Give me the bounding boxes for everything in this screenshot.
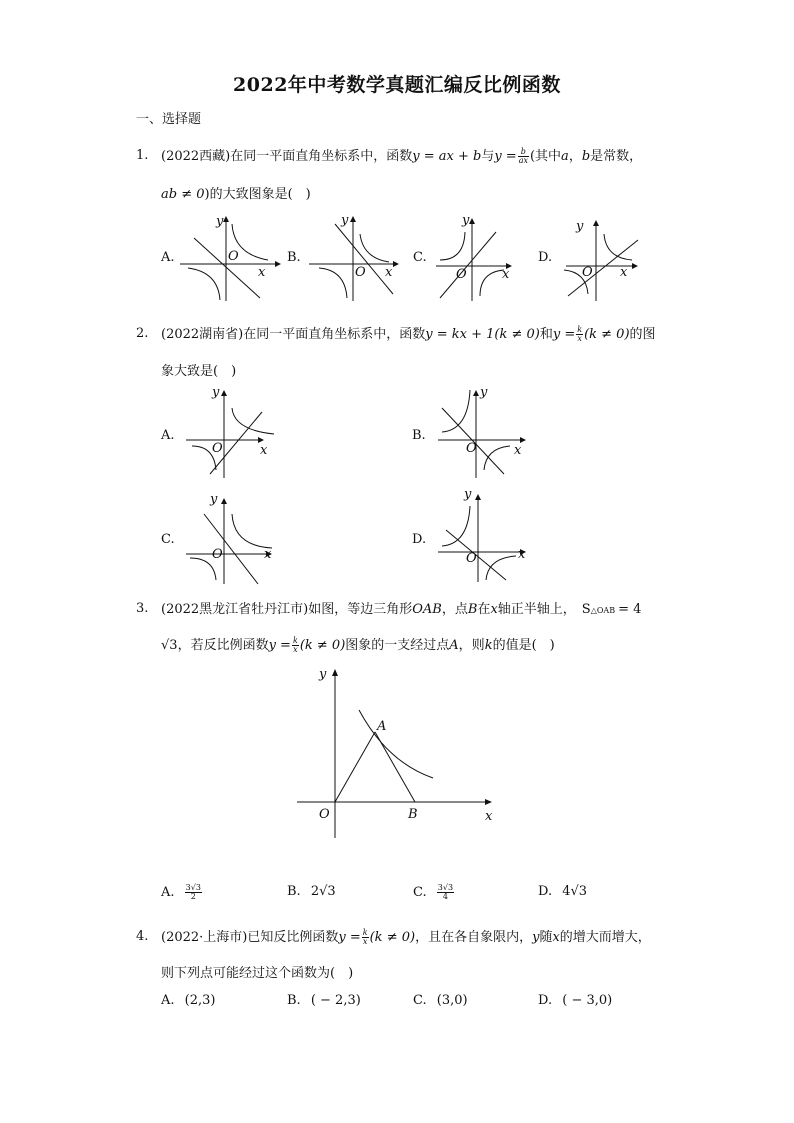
- question-2-line-2: 象大致是( ): [161, 364, 237, 379]
- x-axis-arrow: [275, 261, 281, 267]
- q1-expr-1: y = ax + b: [412, 149, 482, 164]
- hyperbola-branch: [232, 514, 272, 548]
- option-value: ( − 3,0): [562, 993, 613, 1008]
- y-axis-arrow: [332, 669, 338, 676]
- question-number: 1.: [136, 148, 149, 163]
- fraction-denominator: x: [293, 645, 298, 654]
- q1-var-a: a: [561, 149, 569, 164]
- origin-label: O: [456, 267, 467, 282]
- x-axis-arrow: [632, 263, 638, 269]
- y-axis-label: y: [319, 667, 327, 682]
- q4-option-b[interactable]: [287, 993, 361, 1008]
- q1-text: 是常数，: [590, 149, 643, 164]
- q1-sep: ，: [568, 149, 582, 164]
- q4-text: 的增大而增大，: [559, 930, 651, 945]
- x-axis-label: x: [485, 809, 493, 824]
- question-1-line-2: [161, 183, 311, 202]
- line-graph: [568, 240, 638, 296]
- origin-label: O: [319, 807, 330, 822]
- origin-label: O: [466, 551, 477, 566]
- q1-option-c-label: C.: [413, 250, 427, 265]
- option-label: D.: [538, 993, 553, 1008]
- option-fraction: [185, 884, 202, 901]
- y-axis-label: y: [216, 214, 224, 229]
- option-label: B.: [287, 993, 301, 1008]
- q4-var-y: y: [532, 930, 540, 945]
- y-axis-label: y: [210, 492, 218, 507]
- hyperbola-branch: [440, 232, 465, 260]
- question-3-line-1: [161, 598, 641, 617]
- q2-option-d-label: D.: [412, 532, 427, 547]
- q3-area-subscript: △OAB: [590, 606, 616, 615]
- x-axis-label: x: [260, 443, 268, 458]
- q1-condition: ab ≠ 0: [161, 187, 205, 202]
- origin-label: O: [212, 547, 223, 562]
- origin-label: O: [212, 441, 223, 456]
- point-b-label: B: [408, 807, 418, 822]
- q3-text: ，点: [441, 602, 468, 617]
- q1-graph-b: [305, 210, 405, 302]
- q2-option-b-label: B.: [412, 428, 426, 443]
- q3-figure: [295, 662, 505, 842]
- q2-expr-2-cond: (k ≠ 0): [584, 327, 630, 342]
- fraction-numerator: k: [577, 325, 583, 334]
- option-label: D.: [538, 884, 553, 899]
- q3-text: ，若反比例函数: [177, 638, 269, 653]
- q2-fraction: [576, 326, 583, 343]
- y-axis-arrow: [475, 494, 481, 500]
- q2-text: 和: [539, 327, 553, 342]
- line-graph: [194, 238, 260, 298]
- q1-fraction: [518, 148, 529, 165]
- hyperbola-branch: [188, 268, 220, 300]
- hyperbola-branch: [319, 268, 347, 298]
- fraction-numerator: k: [292, 636, 298, 645]
- q2-text: 的图: [629, 327, 656, 342]
- q1-option-d-label: D.: [538, 250, 553, 265]
- fraction-numerator: 3√3: [185, 883, 201, 892]
- fraction-denominator: 2: [190, 892, 196, 901]
- question-4-line-1: [161, 926, 651, 946]
- q4-option-c[interactable]: [413, 993, 468, 1008]
- q4-text: ，且在各自象限内，: [415, 930, 533, 945]
- q2-option-a-label: A.: [161, 428, 175, 443]
- option-value: (3,0): [436, 993, 468, 1008]
- y-axis-label: y: [464, 487, 472, 502]
- x-axis-label: x: [514, 443, 522, 458]
- q1-text: (其中: [529, 149, 562, 164]
- fraction-numerator: 3√3: [437, 883, 454, 892]
- question-number: 3.: [136, 601, 149, 616]
- q3-text: ，则: [458, 638, 485, 653]
- q1-var-b: b: [581, 149, 591, 164]
- q3-option-c[interactable]: [413, 884, 455, 901]
- q4-expr: y =: [338, 930, 361, 945]
- q4-text: (2022·上海市)已知反比例函数: [161, 930, 339, 945]
- q1-option-b-label: B.: [287, 250, 301, 265]
- q3-point-b: B: [467, 602, 478, 617]
- question-number: 2.: [136, 326, 149, 341]
- q2-graph-b: [436, 384, 536, 480]
- y-axis-arrow: [469, 218, 475, 224]
- fraction-numerator: k: [362, 928, 368, 937]
- q3-expr: y =: [268, 638, 291, 653]
- hyperbola-branch: [480, 270, 504, 296]
- q3-axis-x: x: [490, 602, 498, 617]
- option-label: A.: [161, 885, 175, 900]
- q1-graph-c: [432, 210, 532, 302]
- x-axis-label: x: [518, 547, 526, 562]
- q3-expr-cond: (k ≠ 0): [299, 638, 346, 653]
- option-label: A.: [161, 993, 175, 1008]
- q4-fraction: [362, 929, 369, 946]
- q3-text: 的值是( ): [492, 638, 555, 653]
- question-1-line-1: [161, 145, 642, 165]
- x-axis-arrow: [485, 799, 492, 805]
- option-fraction: [437, 884, 454, 901]
- q2-graph-c: [186, 488, 286, 584]
- origin-label: O: [228, 249, 239, 264]
- q2-option-c-label: C.: [161, 532, 175, 547]
- q1-graph-d: [560, 210, 660, 302]
- q3-text: 轴正半轴上，: [497, 602, 576, 617]
- q3-text: 图象的一支经过点: [345, 638, 450, 653]
- option-label: C.: [413, 993, 427, 1008]
- q3-option-a[interactable]: [161, 884, 203, 901]
- line-graph: [440, 232, 496, 298]
- option-value: (2,3): [184, 993, 216, 1008]
- y-axis-label: y: [480, 385, 488, 400]
- section-heading: 一、选择题: [136, 112, 202, 127]
- option-value: ( − 2,3): [310, 993, 361, 1008]
- y-axis-arrow: [221, 390, 227, 396]
- option-value: 4√3: [562, 884, 588, 899]
- page-title: 2022年中考数学真题汇编反比例函数: [233, 74, 561, 96]
- x-axis-label: x: [620, 265, 628, 280]
- q3-triangle-name: OAB: [412, 602, 442, 617]
- y-axis-label: y: [576, 219, 584, 234]
- y-axis-arrow: [223, 216, 229, 222]
- y-axis-arrow: [593, 220, 599, 226]
- q2-text: (2022湖南省)在同一平面直角坐标系中，函数: [161, 327, 426, 342]
- hyperbola-branch: [442, 506, 470, 546]
- q1-graph-a: [180, 210, 280, 302]
- q4-option-a[interactable]: [161, 993, 216, 1008]
- q2-expr-1: y = kx + 1(k ≠ 0): [425, 327, 540, 342]
- q1-text: 与: [481, 149, 495, 164]
- q4-expr-cond: (k ≠ 0): [369, 930, 416, 945]
- question-2-line-1: [161, 323, 656, 343]
- y-axis-arrow: [350, 216, 356, 222]
- fraction-denominator: 4: [442, 892, 448, 901]
- y-axis-arrow: [473, 390, 479, 396]
- question-number: 4.: [136, 929, 149, 944]
- q4-text: 随: [539, 930, 553, 945]
- option-value: 2√3: [310, 884, 336, 899]
- y-axis-label: y: [212, 385, 220, 400]
- x-axis-label: x: [385, 265, 393, 280]
- q2-expr-2: y =: [552, 327, 576, 342]
- q4-option-d[interactable]: [538, 993, 612, 1008]
- y-axis-arrow: [221, 498, 227, 504]
- q3-fraction: [292, 637, 299, 654]
- option-label: C.: [413, 885, 427, 900]
- q3-text: (2022黑龙江省牡丹江市)如图，等边三角形: [161, 602, 413, 617]
- hyperbola-branch: [360, 234, 389, 262]
- fraction-denominator: ax: [518, 156, 528, 165]
- fraction-numerator: b: [518, 148, 529, 157]
- q1-option-a-label: A.: [161, 250, 175, 265]
- option-label: B.: [287, 884, 301, 899]
- q3-option-d[interactable]: [538, 884, 587, 899]
- point-a-label: A: [377, 719, 387, 734]
- q4-var-x: x: [552, 930, 560, 945]
- q3-area-eq: = 4: [618, 602, 642, 617]
- question-3-line-2: [161, 634, 555, 654]
- origin-label: O: [582, 265, 593, 280]
- q3-sqrt3: √3: [161, 638, 178, 653]
- q1-text: (2022西藏)在同一平面直角坐标系中，函数: [161, 149, 413, 164]
- fraction-denominator: x: [577, 334, 582, 343]
- hyperbola-branch: [442, 390, 470, 432]
- q3-option-b[interactable]: [287, 884, 336, 899]
- fraction-denominator: x: [362, 937, 368, 946]
- q2-graph-a: [186, 384, 286, 480]
- x-axis-label: x: [258, 265, 266, 280]
- y-axis-label: y: [341, 213, 349, 228]
- x-axis-arrow: [393, 261, 399, 267]
- y-axis-label: y: [462, 213, 470, 228]
- triangle-side-oa: [335, 732, 375, 802]
- x-axis-label: x: [502, 267, 510, 282]
- hyperbola-branch: [232, 408, 274, 434]
- origin-label: O: [355, 265, 366, 280]
- q3-var-k: k: [484, 638, 493, 653]
- question-4-line-2: 则下列点可能经过这个函数为( ): [161, 966, 354, 981]
- q1-expr-2: y =: [494, 149, 517, 164]
- q1-text: )的大致图象是( ): [204, 187, 311, 202]
- x-axis-label: x: [264, 547, 272, 562]
- q3-text: 在: [477, 602, 491, 617]
- q2-graph-d: [436, 486, 536, 582]
- q3-area-s: S: [581, 602, 591, 617]
- origin-label: O: [466, 441, 477, 456]
- q3-point-a: A: [449, 638, 459, 653]
